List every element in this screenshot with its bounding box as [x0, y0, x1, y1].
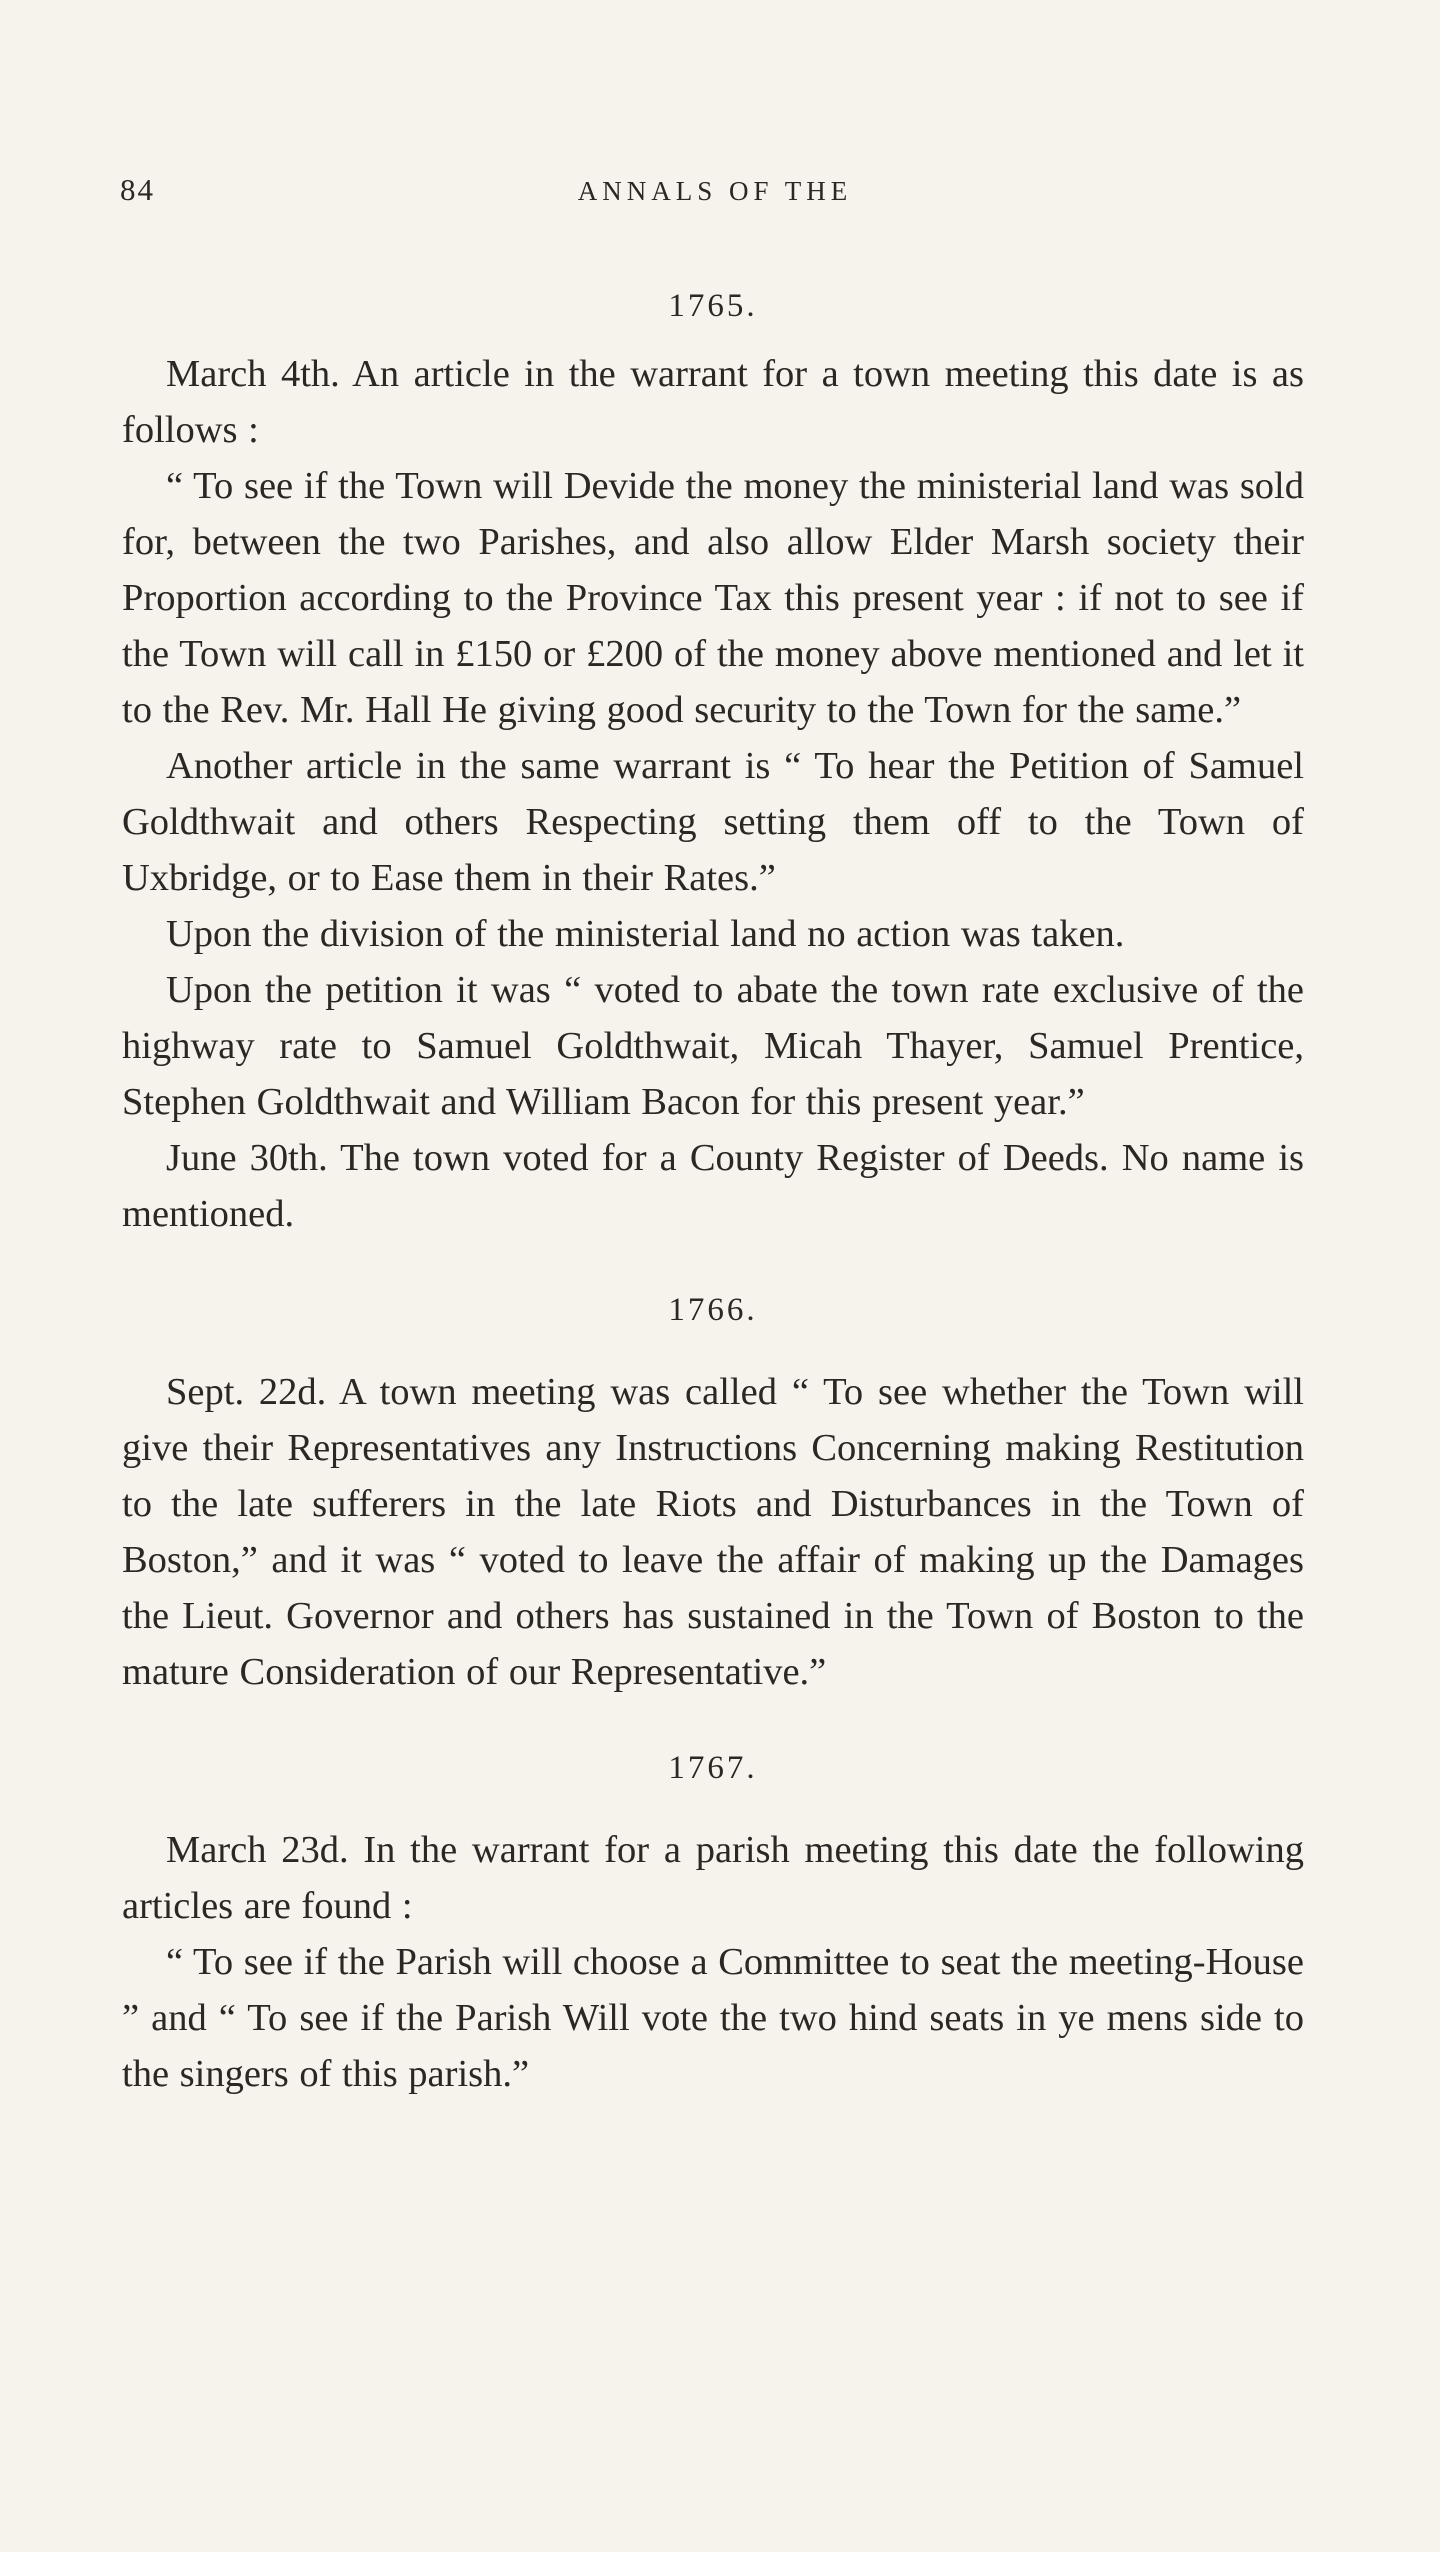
year-section-1766 — [122, 1282, 1304, 1700]
year-heading: 1766. — [668, 1292, 758, 1328]
page-body — [122, 278, 1304, 2102]
paragraph: Another article in the same warrant is “ To hear the Petition of Samuel Goldthwait and others Respecting setting them off to the Town of Uxbridge, or to Ease them in their Rates.” — [122, 745, 1304, 899]
page-number: 84 — [120, 172, 155, 207]
paragraph: “ To see if the Town will Devide the money the ministerial land was sold for, between the two Parishes, and also allow Elder Marsh society their Proportion according to the Province Tax this present year : if not to see if the Town will call in £150 or £200 of the money above mentioned and let it to the Rev. Mr. Hall He giving good security to the Town for the same.” — [122, 465, 1304, 731]
year-section-1767 — [122, 1740, 1304, 2102]
paragraph: March 4th. An article in the warrant for a town meeting this date is as follows : — [122, 353, 1304, 451]
running-head: ANNALS OF THE — [577, 176, 853, 206]
paragraph: Sept. 22d. A town meeting was called “ To see whether the Town will give their Representatives any Instructions Concerning making Restitution to the late sufferers in the late Riots and Disturbances in the Town of Boston,” and it was “ voted to leave the affair of making up the Damages the Lieut. Governor and others has sustained in the Town of Boston to the mature Consideration of our Representative.” — [122, 1371, 1304, 1693]
paragraph: “ To see if the Parish will choose a Committee to seat the meeting-House ” and “ To see if the Parish Will vote the two hind seats in ye mens side to the singers of this parish.” — [122, 1941, 1304, 2095]
paragraph: March 23d. In the warrant for a parish meeting this date the following articles are found : — [122, 1829, 1304, 1927]
paragraph: Upon the petition it was “ voted to abate the town rate exclusive of the highway rate to Samuel Goldthwait, Micah Thayer, Samuel Prentice, Stephen Goldthwait and William Bacon for this present year.” — [122, 969, 1304, 1123]
year-heading: 1767. — [668, 1750, 758, 1786]
year-section-1765 — [122, 278, 1304, 1242]
page-header — [120, 172, 1310, 222]
paragraph: Upon the division of the ministerial land no action was taken. — [166, 913, 1125, 955]
year-heading: 1765. — [668, 288, 758, 324]
paragraph: June 30th. The town voted for a County Register of Deeds. No name is mentioned. — [122, 1137, 1304, 1235]
